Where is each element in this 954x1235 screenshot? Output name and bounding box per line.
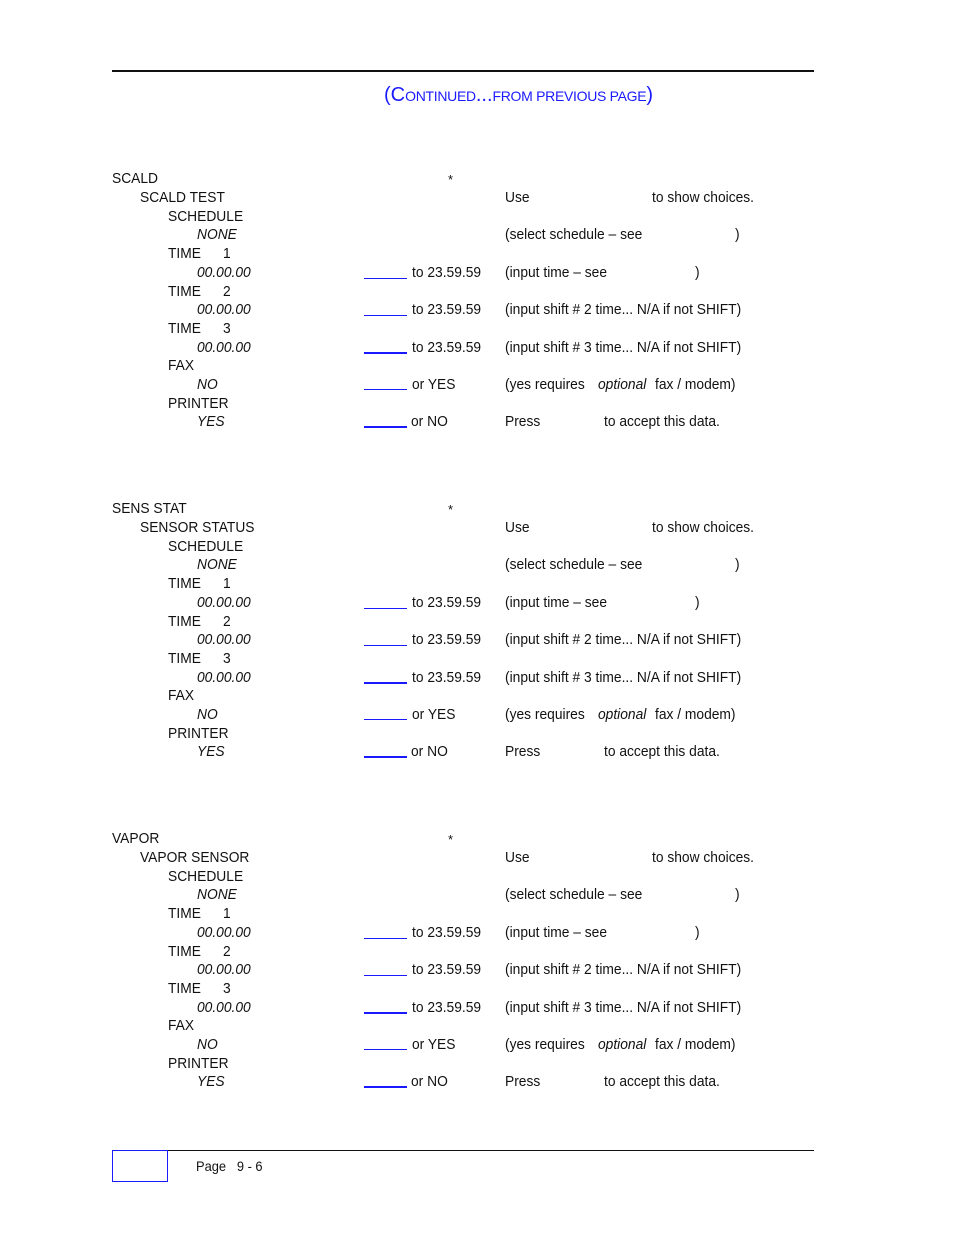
printer-value: YES [197, 413, 225, 430]
section-code: VAPOR [112, 830, 160, 847]
shift-note: (input shift # 2 time... N/A if not SHIFT) [505, 631, 742, 648]
fax-value: NO [197, 706, 218, 723]
shift-note: (input shift # 3 time... N/A if not SHIFT) [505, 669, 742, 686]
use-text: Use [505, 189, 530, 206]
time-range: to 23.59.59 [412, 339, 482, 356]
time-range: to 23.59.59 [412, 631, 482, 648]
blank-line [364, 608, 407, 609]
show-choices-text: to show choices. [652, 849, 755, 866]
time-label: TIME [168, 905, 201, 922]
schedule-label: SCHEDULE [168, 868, 244, 885]
printer-alt: or NO [411, 1073, 448, 1090]
time-note: (input time – see [505, 594, 608, 611]
time-value: 00.00.00 [197, 594, 251, 611]
continued-open: (C [384, 84, 406, 106]
continued-heading [384, 84, 653, 107]
fax-label: FAX [168, 357, 195, 374]
fax-alt: or YES [412, 1036, 456, 1053]
page-tab-box [112, 1150, 168, 1182]
time-value: 00.00.00 [197, 924, 251, 941]
time-note-close: ) [695, 594, 700, 611]
blank-line [364, 389, 407, 390]
blank-line [364, 278, 407, 279]
blank-line [364, 352, 407, 354]
time-range: to 23.59.59 [412, 264, 482, 281]
blank-line [364, 1049, 407, 1050]
time-value: 00.00.00 [197, 301, 251, 318]
fax-label: FAX [168, 687, 195, 704]
blank-line [364, 1012, 407, 1014]
continued-word: ONTINUED [405, 88, 476, 104]
time-note: (input time – see [505, 924, 608, 941]
fax-value: NO [197, 376, 218, 393]
time-value: 00.00.00 [197, 999, 251, 1016]
accept-text: to accept this data. [604, 743, 720, 760]
time-label: TIME [168, 980, 201, 997]
time-label: TIME [168, 245, 201, 262]
blank-line [364, 719, 407, 720]
time-label: TIME [168, 650, 201, 667]
required-star: * [448, 172, 454, 187]
press-text: Press [505, 1073, 541, 1090]
press-text: Press [505, 743, 541, 760]
accept-text: to accept this data. [604, 413, 720, 430]
schedule-note: (select schedule – see [505, 556, 643, 573]
time-number: 1 [223, 575, 231, 592]
schedule-value: NONE [197, 886, 237, 903]
fax-alt: or YES [412, 706, 456, 723]
section-name: SCALD TEST [140, 189, 225, 206]
fax-note-optional: optional [598, 1036, 647, 1053]
fax-value: NO [197, 1036, 218, 1053]
page-number-label [196, 1158, 263, 1174]
schedule-label: SCHEDULE [168, 538, 244, 555]
printer-label: PRINTER [168, 395, 229, 412]
time-value: 00.00.00 [197, 339, 251, 356]
fax-note-optional: optional [598, 376, 647, 393]
use-text: Use [505, 519, 530, 536]
time-label: TIME [168, 283, 201, 300]
time-number: 3 [223, 980, 231, 997]
schedule-value: NONE [197, 226, 237, 243]
time-range: to 23.59.59 [412, 301, 482, 318]
printer-alt: or NO [411, 413, 448, 430]
schedule-note-close: ) [735, 556, 740, 573]
schedule-note: (select schedule – see [505, 226, 643, 243]
printer-label: PRINTER [168, 725, 229, 742]
time-label: TIME [168, 575, 201, 592]
time-label: TIME [168, 613, 201, 630]
time-range: to 23.59.59 [412, 961, 482, 978]
schedule-value: NONE [197, 556, 237, 573]
show-choices-text: to show choices. [652, 189, 755, 206]
footer-rule [112, 1150, 814, 1151]
time-label: TIME [168, 943, 201, 960]
page-number: 9 - 6 [236, 1158, 263, 1174]
shift-note: (input shift # 2 time... N/A if not SHIFT) [505, 301, 742, 318]
time-number: 2 [223, 943, 231, 960]
blank-line [364, 756, 407, 758]
schedule-label: SCHEDULE [168, 208, 244, 225]
time-value: 00.00.00 [197, 961, 251, 978]
blank-line [364, 426, 407, 428]
time-range: to 23.59.59 [412, 999, 482, 1016]
fax-note-end: fax / modem) [655, 1036, 736, 1053]
time-label: TIME [168, 320, 201, 337]
time-number: 1 [223, 905, 231, 922]
fax-note: (yes requires [505, 376, 585, 393]
time-number: 1 [223, 245, 231, 262]
fax-label: FAX [168, 1017, 195, 1034]
time-number: 3 [223, 320, 231, 337]
section-name: SENSOR STATUS [140, 519, 255, 536]
continued-close: ) [646, 84, 653, 106]
fax-note: (yes requires [505, 706, 585, 723]
schedule-note-close: ) [735, 886, 740, 903]
fax-alt: or YES [412, 376, 456, 393]
continued-rest: FROM PREVIOUS PAGE [492, 88, 647, 104]
fax-note-optional: optional [598, 706, 647, 723]
time-note-close: ) [695, 264, 700, 281]
schedule-note-close: ) [735, 226, 740, 243]
shift-note: (input shift # 3 time... N/A if not SHIFT) [505, 339, 742, 356]
blank-line [364, 645, 407, 646]
time-number: 3 [223, 650, 231, 667]
required-star: * [448, 832, 454, 847]
page-word: Page [196, 1158, 227, 1174]
use-text: Use [505, 849, 530, 866]
printer-alt: or NO [411, 743, 448, 760]
section-code: SCALD [112, 170, 159, 187]
blank-line [364, 975, 407, 976]
continued-dots: ... [475, 84, 493, 106]
printer-value: YES [197, 743, 225, 760]
time-number: 2 [223, 613, 231, 630]
printer-value: YES [197, 1073, 225, 1090]
press-text: Press [505, 413, 541, 430]
shift-note: (input shift # 2 time... N/A if not SHIFT) [505, 961, 742, 978]
blank-line [364, 938, 407, 939]
accept-text: to accept this data. [604, 1073, 720, 1090]
header-rule [112, 70, 814, 72]
blank-line [364, 682, 407, 684]
time-range: to 23.59.59 [412, 669, 482, 686]
show-choices-text: to show choices. [652, 519, 755, 536]
shift-note: (input shift # 3 time... N/A if not SHIFT) [505, 999, 742, 1016]
time-note-close: ) [695, 924, 700, 941]
blank-line [364, 1086, 407, 1088]
time-value: 00.00.00 [197, 669, 251, 686]
section-code: SENS STAT [112, 500, 187, 517]
time-range: to 23.59.59 [412, 594, 482, 611]
time-number: 2 [223, 283, 231, 300]
schedule-note: (select schedule – see [505, 886, 643, 903]
time-range: to 23.59.59 [412, 924, 482, 941]
fax-note-end: fax / modem) [655, 376, 736, 393]
fax-note: (yes requires [505, 1036, 585, 1053]
time-value: 00.00.00 [197, 264, 251, 281]
printer-label: PRINTER [168, 1055, 229, 1072]
section-name: VAPOR SENSOR [140, 849, 250, 866]
time-note: (input time – see [505, 264, 608, 281]
required-star: * [448, 502, 454, 517]
fax-note-end: fax / modem) [655, 706, 736, 723]
time-value: 00.00.00 [197, 631, 251, 648]
blank-line [364, 315, 407, 316]
